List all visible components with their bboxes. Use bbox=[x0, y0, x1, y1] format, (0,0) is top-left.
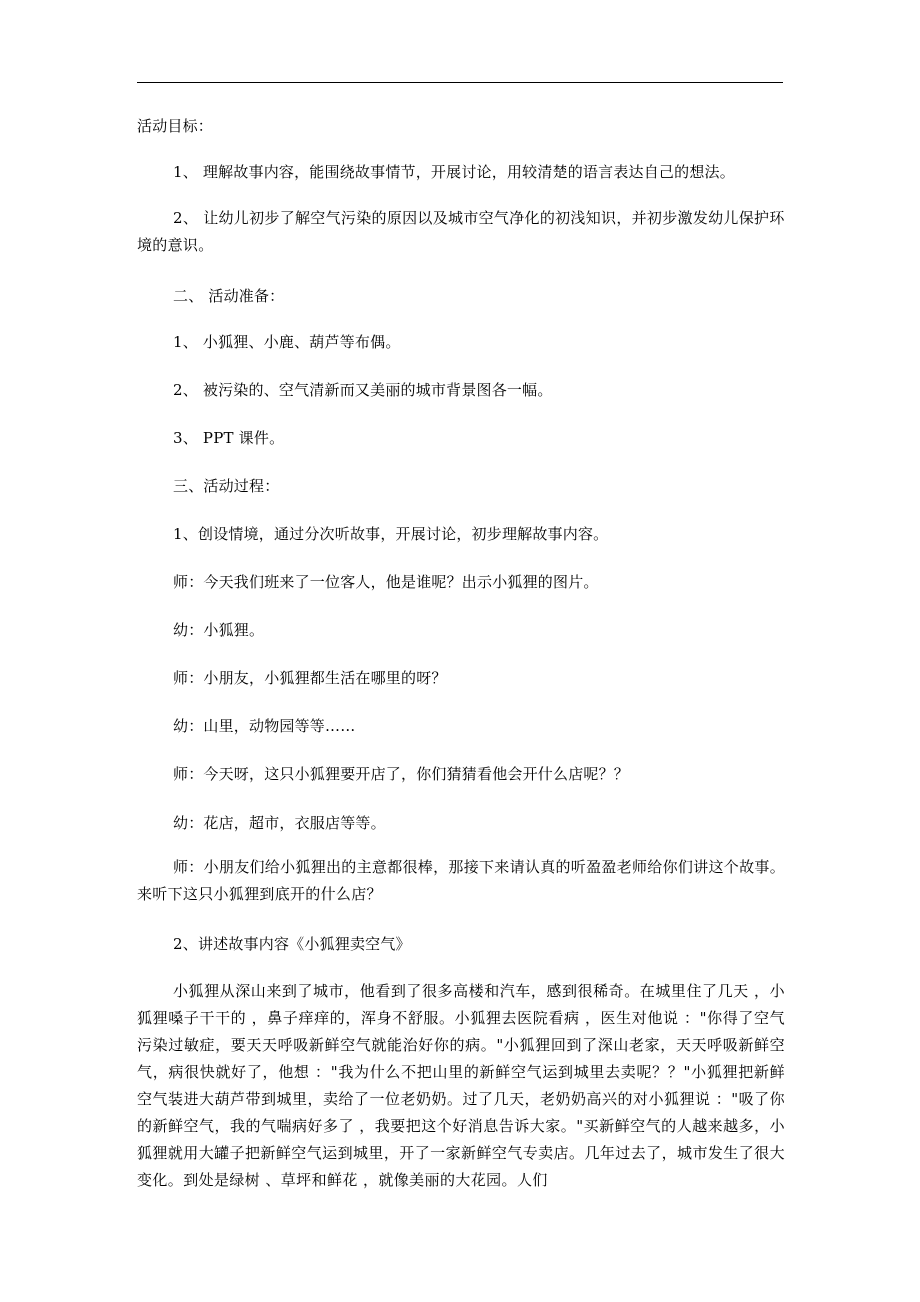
dialog-3: 师：小朋友，小狐狸都生活在哪里的呀？ bbox=[173, 669, 447, 687]
prep-3: 3、 PPT 课件。 bbox=[173, 429, 285, 447]
dialog-7: 师：小朋友们给小狐狸出的主意都很棒，那接下来请认真的听盈盈老师给你们讲这个故事。来听下这只小狐狸到底开的什么店？ bbox=[137, 858, 786, 903]
prep-2: 2、 被污染的、空气清新而又美丽的城市背景图各一幅。 bbox=[173, 381, 553, 399]
heading-goals: 活动目标： bbox=[137, 117, 214, 135]
dialog-1: 师：今天我们班来了一位客人，他是谁呢？出示小狐狸的图片。 bbox=[173, 573, 599, 591]
dialog-6: 幼：花店，超市，衣服店等等。 bbox=[173, 814, 386, 832]
header-rule bbox=[137, 82, 783, 83]
prep-1: 1、 小狐狸、小鹿、葫芦等布偶。 bbox=[173, 333, 401, 351]
story-paragraph: 小狐狸从深山来到了城市，他看到了很多高楼和汽车，感到很稀奇。在城里住了几天 ，小狐狸嗓子干干的 ，鼻子痒痒的，浑身不舒服。小狐狸去医院看病 ，医生对他说 ："你得了空气污染过敏症，要天天呼吸新鲜空气就能治好你的病。"小狐狸回到了深山老家，天天呼吸新鲜空气，病很快就好了，他想 ："我为什么不把山里的新鲜空气运到城里去卖呢？？"小狐狸把新鲜空气装进大葫芦带到城里，卖给了一位老奶奶。过了几天，老奶奶高兴的对小狐狸说 ："吸了你的新鲜空气，我的气喘病好多了 ，我要把这个好消息告诉大家。"买新鲜空气的人越来越多，小狐狸就用大罐子把新鲜空气运到城里，开了一家新鲜空气专卖店。几年过去了，城市发生了很大变化。到处是绿树 、草坪和鲜花 ，就像美丽的大花园。人们 bbox=[137, 982, 785, 1189]
heading-process: 三、活动过程： bbox=[173, 477, 280, 495]
process-1: 1、创设情境，通过分次听故事，开展讨论，初步理解故事内容。 bbox=[173, 525, 609, 543]
dialog-4: 幼：山里，动物园等等…… bbox=[173, 717, 356, 735]
dialog-2: 幼：小狐狸。 bbox=[173, 621, 265, 639]
process-2: 2、讲述故事内容《小狐狸卖空气》 bbox=[173, 935, 411, 953]
goal-2: 2、 让幼儿初步了解空气污染的原因以及城市空气净化的初浅知识，并初步激发幼儿保护环境的意识。 bbox=[137, 209, 785, 254]
goal-1: 1、 理解故事内容，能围绕故事情节，开展讨论，用较清楚的语言表达自己的想法。 bbox=[173, 163, 735, 181]
dialog-5: 师：今天呀，这只小狐狸要开店了，你们猜猜看他会开什么店呢？？ bbox=[173, 765, 630, 783]
heading-prep: 二、 活动准备： bbox=[173, 287, 285, 305]
